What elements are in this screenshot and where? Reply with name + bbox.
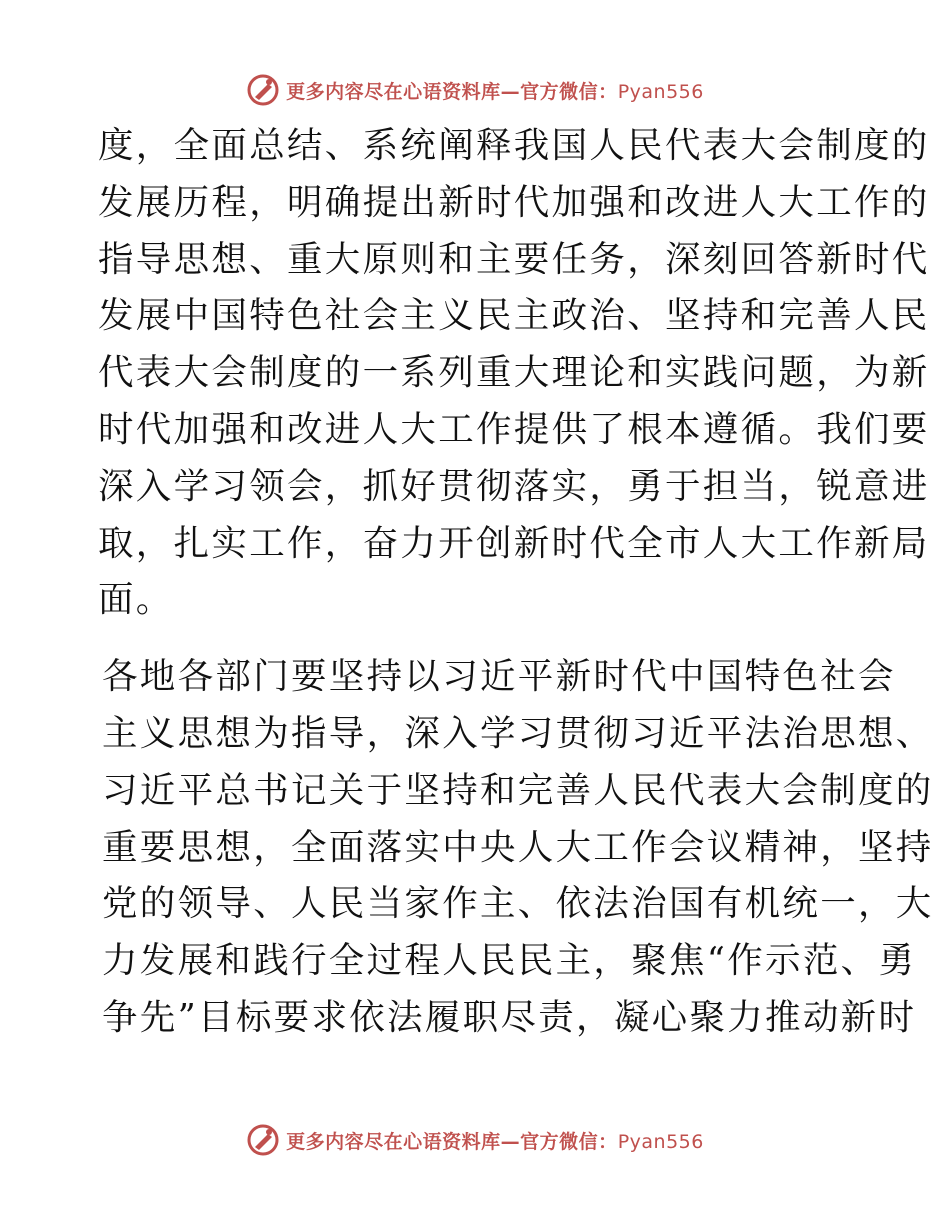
text-line: 党的领导、人民当家作主、依法治国有机统一，大: [102, 883, 934, 925]
text-line: 指导思想、重大原则和主要任务，深刻回答新时代: [98, 238, 930, 280]
header-banner-wechat-id: Pyan556: [617, 80, 704, 103]
header-banner: [0, 70, 950, 110]
footer-banner-label: —官方微信：: [500, 1130, 618, 1153]
text-line: 各地各部门要坚持以习近平新时代中国特色社会: [102, 656, 896, 698]
footer-banner-wechat-id: Pyan556: [617, 1130, 704, 1153]
logo-icon: [246, 73, 280, 107]
text-line: 深入学习领会，抓好贯彻落实，勇于担当，锐意进: [98, 465, 930, 507]
document-body: [98, 118, 934, 1047]
logo-icon: [246, 1123, 280, 1157]
paragraph-2: [98, 649, 934, 1047]
text-line: 主义思想为指导，深入学习贯彻习近平法治思想、: [102, 712, 934, 754]
text-line: 度，全面总结、系统阐释我国人民代表大会制度的: [98, 125, 930, 166]
text-line: 力发展和践行全过程人民民主，聚焦“作示范、勇: [102, 940, 917, 982]
footer-banner: [0, 1120, 950, 1160]
text-line: 代表大会制度的一系列重大理论和实践问题，为新: [98, 352, 930, 394]
header-banner-text: [286, 77, 704, 104]
text-line: 时代加强和改进人大工作提供了根本遵循。我们要: [98, 408, 930, 450]
text-line: 面。: [98, 579, 174, 621]
header-banner-label: —官方微信：: [500, 80, 618, 103]
header-banner-title: 更多内容尽在心语资料库: [286, 80, 501, 103]
text-line: 发展历程，明确提出新时代加强和改进人大工作的: [98, 181, 930, 223]
footer-banner-title: 更多内容尽在心语资料库: [286, 1130, 501, 1153]
paragraph-1: [98, 118, 930, 629]
text-line: 取，扎实工作，奋力开创新时代全市人大工作新局: [98, 522, 930, 564]
text-line: 习近平总书记关于坚持和完善人民代表大会制度的: [102, 769, 934, 811]
footer-banner-text: [286, 1127, 704, 1154]
text-line: 发展中国特色社会主义民主政治、坚持和完善人民: [98, 295, 930, 337]
text-line: 争先”目标要求依法履职尽责，凝心聚力推动新时: [102, 996, 917, 1038]
text-line: 重要思想，全面落实中央人大工作会议精神，坚持: [102, 826, 934, 868]
